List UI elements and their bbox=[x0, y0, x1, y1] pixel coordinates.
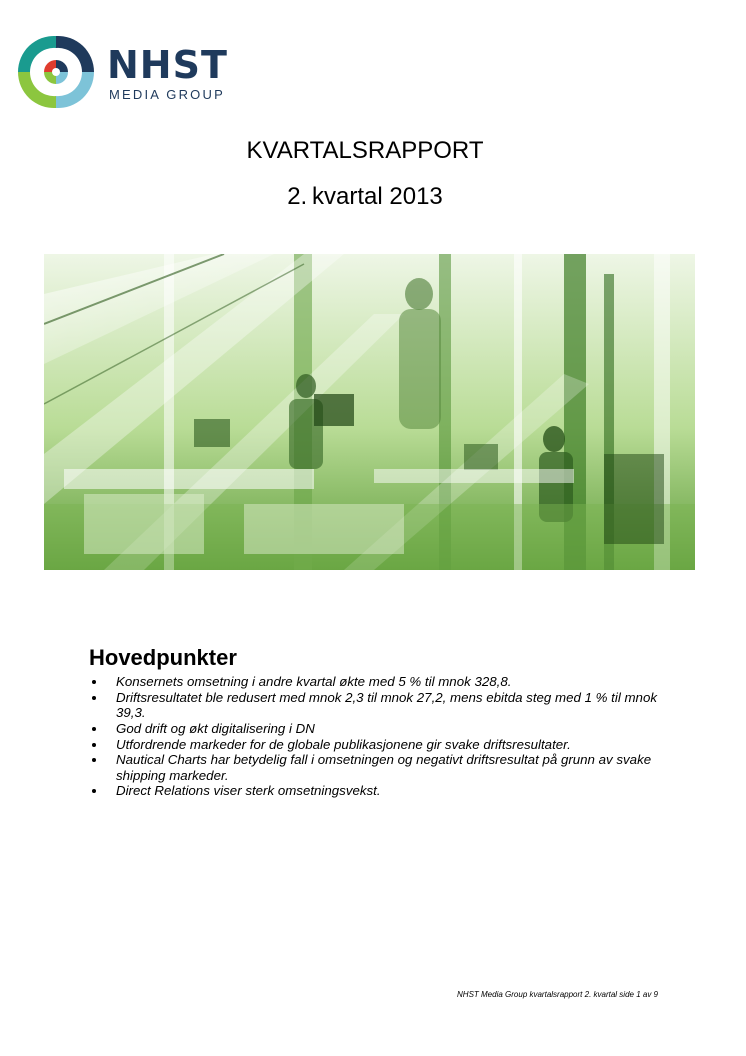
highlights-heading: Hovedpunkter bbox=[89, 645, 237, 670]
company-logo bbox=[14, 32, 254, 112]
highlights-section bbox=[89, 646, 669, 799]
list-item: Driftsresultatet ble redusert med mnok 2,3 til mnok 27,2, mens ebitda steg med 1 % til mnok 39,3. bbox=[89, 690, 691, 721]
logo-name: NHST bbox=[107, 43, 228, 87]
list-item: Nautical Charts har betydelig fall i omsetningen og negativt driftsresultat på grunn av svake shipping markeder. bbox=[89, 752, 691, 783]
report-period: 2. kvartal 2013 bbox=[287, 183, 443, 210]
list-item: Direct Relations viser sterk omsetningsvekst. bbox=[89, 783, 671, 799]
list-item: Utfordrende markeder for de globale publikasjonene gir svake driftsresultater. bbox=[89, 737, 671, 753]
office-photo bbox=[44, 254, 695, 570]
page-footer: NHST Media Group kvartalsrapport 2. kvartal side 1 av 9 bbox=[457, 990, 658, 999]
report-title: KVARTALSRAPPORT bbox=[246, 137, 484, 164]
highlights-list bbox=[89, 674, 669, 799]
list-item: God drift og økt digitalisering i DN bbox=[89, 721, 671, 737]
logo-subtitle: MEDIA GROUP bbox=[109, 87, 225, 102]
nhst-logo-icon bbox=[14, 32, 98, 112]
list-item: Konsernets omsetning i andre kvartal økte med 5 % til mnok 328,8. bbox=[89, 674, 671, 690]
